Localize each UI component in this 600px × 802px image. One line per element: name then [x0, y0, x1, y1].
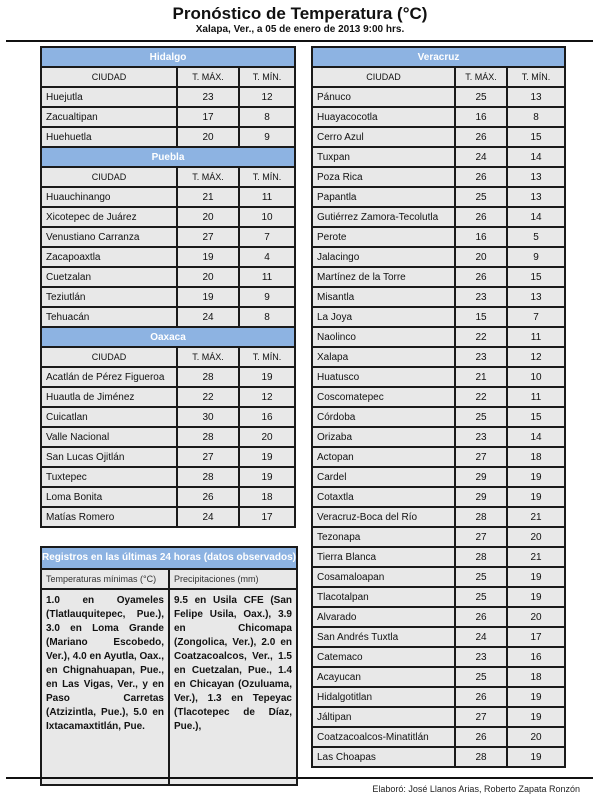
col-city: CIUDAD — [41, 167, 177, 187]
section-header-hidalgo — [41, 47, 295, 67]
max-cell: 25 — [455, 407, 507, 427]
min-cell: 11 — [239, 267, 295, 287]
min-cell: 8 — [239, 307, 295, 327]
table-row — [312, 607, 565, 627]
max-cell: 26 — [455, 607, 507, 627]
city-cell: Orizaba — [312, 427, 455, 447]
table-row — [312, 687, 565, 707]
table-row — [312, 307, 565, 327]
col-max: T. MÁX. — [177, 67, 239, 87]
min-cell: 21 — [507, 547, 565, 567]
min-cell: 16 — [239, 407, 295, 427]
section-title: Hidalgo — [41, 47, 295, 67]
max-cell: 23 — [177, 87, 239, 107]
city-cell: Hidalgotitlan — [312, 687, 455, 707]
max-cell: 25 — [455, 567, 507, 587]
max-cell: 20 — [177, 207, 239, 227]
max-cell: 26 — [455, 167, 507, 187]
column-header-row — [41, 167, 295, 187]
city-cell: Xicotepec de Juárez — [41, 207, 177, 227]
column-header-row — [312, 67, 565, 87]
city-cell: Las Choapas — [312, 747, 455, 767]
col-min: T. MÍN. — [239, 67, 295, 87]
min-cell: 12 — [239, 87, 295, 107]
max-cell: 27 — [177, 447, 239, 467]
city-cell: Cuicatlan — [41, 407, 177, 427]
city-cell: Coatzacoalcos-Minatitlán — [312, 727, 455, 747]
table-row — [312, 227, 565, 247]
min-cell: 15 — [507, 267, 565, 287]
city-cell: Jalacingo — [312, 247, 455, 267]
table-row — [312, 487, 565, 507]
max-cell: 29 — [455, 487, 507, 507]
precip-label: Precipitaciones (mm) — [170, 570, 296, 590]
city-cell: Huauchinango — [41, 187, 177, 207]
max-cell: 16 — [455, 227, 507, 247]
max-cell: 19 — [177, 287, 239, 307]
min-cell: 18 — [507, 667, 565, 687]
city-cell: Huehuetla — [41, 127, 177, 147]
table-row — [312, 587, 565, 607]
city-cell: Actopan — [312, 447, 455, 467]
city-cell: Teziutlán — [41, 287, 177, 307]
city-cell: Tuxtepec — [41, 467, 177, 487]
table-row — [312, 287, 565, 307]
min-cell: 7 — [507, 307, 565, 327]
min-cell: 19 — [507, 707, 565, 727]
min-cell: 19 — [507, 567, 565, 587]
max-cell: 30 — [177, 407, 239, 427]
table-row — [312, 167, 565, 187]
section-title: Puebla — [41, 147, 295, 167]
table-row — [312, 507, 565, 527]
max-cell: 28 — [177, 367, 239, 387]
min-cell: 13 — [507, 167, 565, 187]
table-row — [41, 107, 295, 127]
table-row — [41, 447, 295, 467]
min-cell: 20 — [507, 527, 565, 547]
max-cell: 26 — [455, 727, 507, 747]
city-cell: Tierra Blanca — [312, 547, 455, 567]
max-cell: 20 — [177, 127, 239, 147]
max-cell: 26 — [455, 267, 507, 287]
min-cell: 5 — [507, 227, 565, 247]
table-row — [312, 527, 565, 547]
col-min: T. MÍN. — [507, 67, 565, 87]
min-temps-text: 1.0 en Oyameles (Tlatlauquitepec, Pue.), 3.0 en Loma Grande (Mariano Escobedo, Ver.), 4.0 en Ayutla, Oax., en Chignahuapan, Pue., en Las Vigas, Ver., y en Paso Carretas (Atzizintla, Pue.), 5.0 en Ixtacamaxtitlán, Pue. — [46, 595, 164, 732]
city-cell: Tehuacán — [41, 307, 177, 327]
min-temps-label: Temperaturas mínimas (°C) — [42, 570, 168, 590]
min-cell: 9 — [239, 287, 295, 307]
max-cell: 26 — [177, 487, 239, 507]
table-row — [312, 467, 565, 487]
table-row — [312, 367, 565, 387]
col-min: T. MÍN. — [239, 347, 295, 367]
col-city: CIUDAD — [41, 347, 177, 367]
city-cell: Martínez de la Torre — [312, 267, 455, 287]
section-header-veracruz — [312, 47, 565, 67]
precip-column — [168, 570, 296, 784]
min-temps-column — [42, 570, 168, 784]
col-max: T. MÁX. — [177, 347, 239, 367]
min-cell: 14 — [507, 147, 565, 167]
table-row — [312, 407, 565, 427]
table-row — [312, 667, 565, 687]
table-row — [312, 427, 565, 447]
city-cell: Papantla — [312, 187, 455, 207]
max-cell: 27 — [177, 227, 239, 247]
min-cell: 19 — [507, 687, 565, 707]
max-cell: 21 — [455, 367, 507, 387]
table-row — [312, 547, 565, 567]
section-header-oaxaca — [41, 327, 295, 347]
min-cell: 19 — [507, 587, 565, 607]
col-max: T. MÁX. — [177, 167, 239, 187]
col-min: T. MÍN. — [239, 167, 295, 187]
max-cell: 24 — [177, 307, 239, 327]
bottom-divider — [6, 777, 593, 779]
table-row — [41, 507, 295, 527]
city-cell: La Joya — [312, 307, 455, 327]
min-cell: 4 — [239, 247, 295, 267]
min-cell: 11 — [239, 187, 295, 207]
veracruz-forecast-table — [311, 46, 566, 768]
column-header-row — [41, 347, 295, 367]
city-cell: Coscomatepec — [312, 387, 455, 407]
max-cell: 28 — [177, 467, 239, 487]
table-row — [312, 447, 565, 467]
min-cell: 14 — [507, 427, 565, 447]
min-cell: 10 — [507, 367, 565, 387]
col-city: CIUDAD — [312, 67, 455, 87]
min-cell: 9 — [507, 247, 565, 267]
top-divider — [6, 40, 593, 42]
table-row — [41, 427, 295, 447]
table-row — [41, 187, 295, 207]
min-cell: 15 — [507, 407, 565, 427]
table-row — [41, 267, 295, 287]
city-cell: Perote — [312, 227, 455, 247]
city-cell: Tezonapa — [312, 527, 455, 547]
max-cell: 20 — [455, 247, 507, 267]
observed-title: Registros en las últimas 24 horas (datos observados) — [42, 548, 296, 570]
max-cell: 22 — [455, 327, 507, 347]
table-row — [312, 207, 565, 227]
table-row — [312, 647, 565, 667]
credits: Elaboró: José Llanos Arias, Roberto Zapata Ronzón — [372, 784, 580, 794]
max-cell: 23 — [455, 427, 507, 447]
min-cell: 13 — [507, 87, 565, 107]
max-cell: 23 — [455, 347, 507, 367]
min-cell: 16 — [507, 647, 565, 667]
min-cell: 9 — [239, 127, 295, 147]
table-row — [312, 187, 565, 207]
min-cell: 19 — [507, 747, 565, 767]
min-cell: 15 — [507, 127, 565, 147]
max-cell: 25 — [455, 187, 507, 207]
city-cell: Alvarado — [312, 607, 455, 627]
table-row — [41, 407, 295, 427]
max-cell: 20 — [177, 267, 239, 287]
page-subtitle: Xalapa, Ver., a 05 de enero de 2013 9:00 hrs. — [195, 24, 405, 35]
max-cell: 24 — [455, 147, 507, 167]
min-cell: 17 — [239, 507, 295, 527]
precip-text: 9.5 en Usila CFE (San Felipe Usila, Oax.), 3.9 en Chicomapa (Zongolica, Ver.), 2.0 en Coatzacoalcos, Ver., 1.5 en Cuetzalan, Pue., 1.4 en Chicayan (Ozuluama, Ver.), 1.3 en Tepeyac (Tlacotepec de Díaz, Pue.), — [174, 595, 292, 732]
min-cell: 19 — [239, 367, 295, 387]
table-row — [41, 307, 295, 327]
city-cell: Cotaxtla — [312, 487, 455, 507]
min-cell: 8 — [507, 107, 565, 127]
min-cell: 20 — [239, 427, 295, 447]
table-row — [41, 87, 295, 107]
max-cell: 23 — [455, 287, 507, 307]
max-cell: 28 — [455, 547, 507, 567]
table-row — [312, 107, 565, 127]
min-cell: 14 — [507, 207, 565, 227]
min-cell: 11 — [507, 327, 565, 347]
city-cell: Matías Romero — [41, 507, 177, 527]
max-cell: 26 — [455, 127, 507, 147]
city-cell: Zacapoaxtla — [41, 247, 177, 267]
table-row — [312, 327, 565, 347]
city-cell: Córdoba — [312, 407, 455, 427]
table-row — [312, 627, 565, 647]
city-cell: Cardel — [312, 467, 455, 487]
min-cell: 12 — [507, 347, 565, 367]
table-row — [312, 707, 565, 727]
table-row — [312, 347, 565, 367]
table-row — [312, 267, 565, 287]
city-cell: Cuetzalan — [41, 267, 177, 287]
max-cell: 27 — [455, 527, 507, 547]
min-cell: 19 — [507, 487, 565, 507]
table-row — [41, 467, 295, 487]
max-cell: 29 — [455, 467, 507, 487]
max-cell: 22 — [177, 387, 239, 407]
city-cell: Valle Nacional — [41, 427, 177, 447]
city-cell: Venustiano Carranza — [41, 227, 177, 247]
min-cell: 20 — [507, 727, 565, 747]
city-cell: Gutiérrez Zamora-Tecolutla — [312, 207, 455, 227]
city-cell: Tuxpan — [312, 147, 455, 167]
city-cell: Acayucan — [312, 667, 455, 687]
city-cell: Pánuco — [312, 87, 455, 107]
city-cell: Cosamaloapan — [312, 567, 455, 587]
col-city: CIUDAD — [41, 67, 177, 87]
max-cell: 27 — [455, 447, 507, 467]
min-cell: 20 — [507, 607, 565, 627]
city-cell: Catemaco — [312, 647, 455, 667]
min-cell: 13 — [507, 187, 565, 207]
min-cell: 18 — [239, 487, 295, 507]
table-row — [41, 127, 295, 147]
min-cell: 19 — [239, 447, 295, 467]
max-cell: 19 — [177, 247, 239, 267]
table-row — [312, 247, 565, 267]
min-cell: 7 — [239, 227, 295, 247]
city-cell: Naolinco — [312, 327, 455, 347]
section-title: Veracruz — [312, 47, 565, 67]
column-header-row — [41, 67, 295, 87]
min-cell: 13 — [507, 287, 565, 307]
min-cell: 12 — [239, 387, 295, 407]
table-row — [41, 287, 295, 307]
city-cell: Loma Bonita — [41, 487, 177, 507]
city-cell: Huautla de Jiménez — [41, 387, 177, 407]
min-cell: 18 — [507, 447, 565, 467]
max-cell: 23 — [455, 647, 507, 667]
table-row — [312, 87, 565, 107]
page-title: Pronóstico de Temperatura (°C) — [172, 4, 428, 23]
max-cell: 24 — [455, 627, 507, 647]
city-cell: Acatlán de Pérez Figueroa — [41, 367, 177, 387]
city-cell: Poza Rica — [312, 167, 455, 187]
table-row — [41, 227, 295, 247]
max-cell: 21 — [177, 187, 239, 207]
table-row — [41, 207, 295, 227]
col-max: T. MÁX. — [455, 67, 507, 87]
city-cell: Huatusco — [312, 367, 455, 387]
observed-records-box — [40, 546, 298, 786]
table-row — [312, 147, 565, 167]
city-cell: Tlacotalpan — [312, 587, 455, 607]
max-cell: 25 — [455, 667, 507, 687]
table-row — [312, 567, 565, 587]
section-header-puebla — [41, 147, 295, 167]
min-cell: 17 — [507, 627, 565, 647]
max-cell: 25 — [455, 587, 507, 607]
table-row — [41, 387, 295, 407]
table-row — [41, 487, 295, 507]
table-row — [312, 747, 565, 767]
city-cell: Xalapa — [312, 347, 455, 367]
min-cell: 8 — [239, 107, 295, 127]
max-cell: 17 — [177, 107, 239, 127]
city-cell: Huayacocotla — [312, 107, 455, 127]
city-cell: Cerro Azul — [312, 127, 455, 147]
max-cell: 27 — [455, 707, 507, 727]
table-row — [41, 247, 295, 267]
max-cell: 26 — [455, 687, 507, 707]
table-row — [312, 727, 565, 747]
city-cell: San Andrés Tuxtla — [312, 627, 455, 647]
section-title: Oaxaca — [41, 327, 295, 347]
max-cell: 26 — [455, 207, 507, 227]
max-cell: 28 — [455, 747, 507, 767]
table-row — [312, 387, 565, 407]
max-cell: 28 — [177, 427, 239, 447]
city-cell: Huejutla — [41, 87, 177, 107]
city-cell: San Lucas Ojitlán — [41, 447, 177, 467]
max-cell: 22 — [455, 387, 507, 407]
city-cell: Zacualtipan — [41, 107, 177, 127]
city-cell: Veracruz-Boca del Río — [312, 507, 455, 527]
min-cell: 21 — [507, 507, 565, 527]
min-cell: 19 — [507, 467, 565, 487]
max-cell: 15 — [455, 307, 507, 327]
min-cell: 10 — [239, 207, 295, 227]
left-forecast-table — [40, 46, 296, 528]
max-cell: 16 — [455, 107, 507, 127]
max-cell: 28 — [455, 507, 507, 527]
city-cell: Jáltipan — [312, 707, 455, 727]
city-cell: Misantla — [312, 287, 455, 307]
max-cell: 24 — [177, 507, 239, 527]
min-cell: 19 — [239, 467, 295, 487]
min-cell: 11 — [507, 387, 565, 407]
table-row — [41, 367, 295, 387]
max-cell: 25 — [455, 87, 507, 107]
table-row — [312, 127, 565, 147]
